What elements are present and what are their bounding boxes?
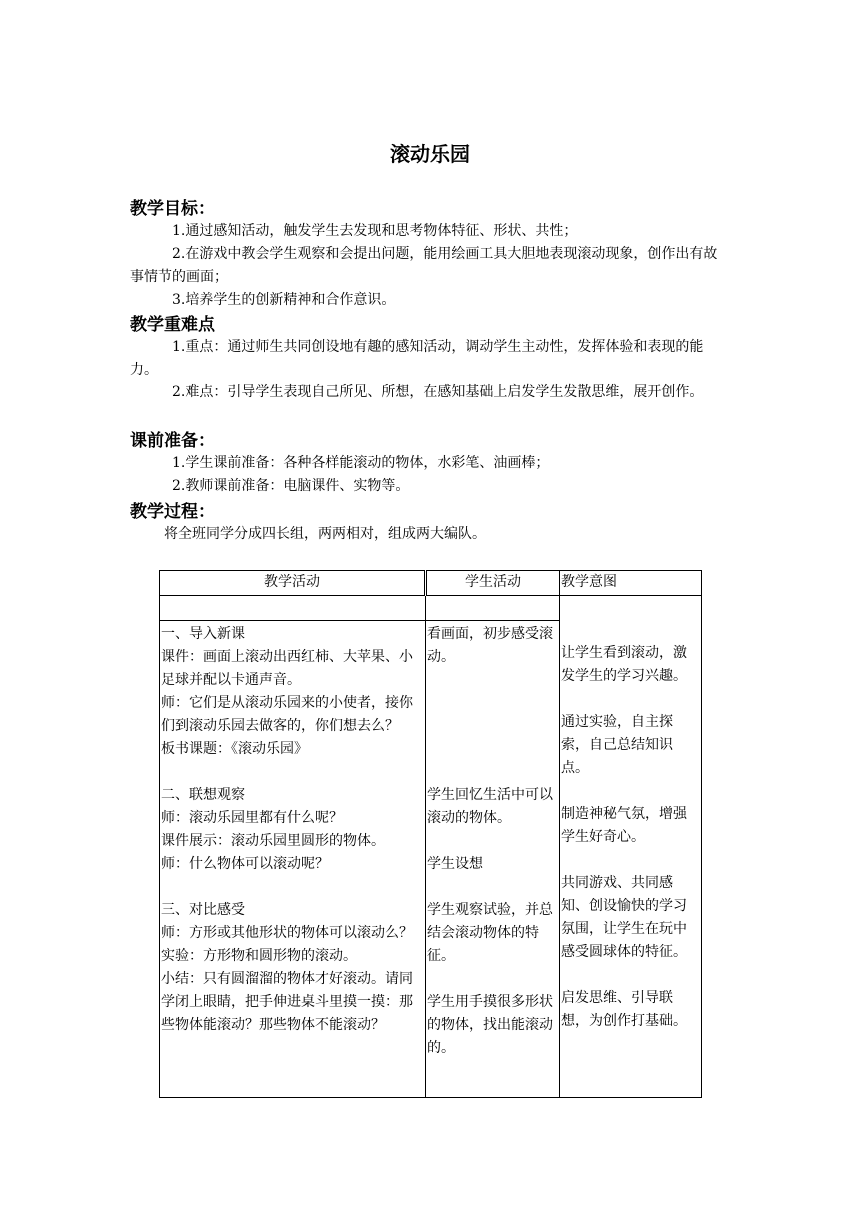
blank-cell (426, 596, 560, 621)
s3-line: 小结：只有圆溜溜的物体才好滚动。请同学闭上眼睛，把手伸进桌斗里摸一摸：那些物体能滚动？那些物体不能滚动？ (161, 971, 413, 1033)
s1-line: 板书课题：《滚动乐园》 (161, 741, 308, 757)
blank-row (160, 596, 702, 621)
intent-1: 让学生看到滚动，激发学生的学习兴趣。 (561, 645, 687, 684)
page-title: 滚动乐园 (390, 142, 470, 166)
preparation-item-1: 1.学生课前准备：各种各样能滚动的物体，水彩笔、油画棒； (172, 455, 550, 471)
student-4: 学生观察试验，并总结会滚动物体的特征。 (427, 902, 553, 964)
process-heading: 教学过程： (130, 502, 215, 522)
header-teaching-intent: 教学意图 (560, 571, 702, 596)
student-3: 学生设想 (427, 856, 483, 872)
student-5: 学生用手摸很多形状的物体，找出能滚动的。 (427, 994, 553, 1056)
activity-table (159, 570, 702, 1098)
s3-line: 师：方形或其他形状的物体可以滚动么？ (161, 925, 413, 941)
preparation-heading: 课前准备： (130, 431, 215, 451)
s2-line: 课件展示：滚动乐园里圆形的物体。 (161, 833, 385, 849)
key-points-heading: 教学重难点 (130, 315, 215, 335)
goal-item-3: 3.培养学生的创新精神和合作意识。 (172, 292, 396, 308)
intent-2: 通过实验，自主探索，自己总结知识点。 (561, 714, 673, 776)
goal-item-2: 2.在游戏中教会学生观察和会提出问题，能用绘画工具大胆地表现滚动现象，创作出有故事情节的画面； (130, 246, 718, 285)
intent-4: 共同游戏、共同感知、创设愉快的学习氛围，让学生在玩中感受圆球体的特征。 (561, 875, 687, 960)
teacher-activity-cell (160, 621, 426, 1098)
s1-line: 课件：画面上滚动出西红柿、大苹果、小足球并配以卡通声音。 (161, 649, 413, 688)
intent-cell (560, 596, 702, 1098)
process-intro: 将全班同学分成四长组，两两相对，组成两大编队。 (164, 526, 486, 542)
intent-3: 制造神秘气氛，增强学生好奇心。 (561, 806, 687, 845)
goal-item-1: 1.通过感知活动，触发学生去发现和思考物体特征、形状、共性； (172, 223, 578, 239)
s1-line: 师：它们是从滚动乐园来的小使者，接你们到滚动乐园去做客的，你们想去么？ (161, 695, 413, 734)
student-1: 看画面，初步感受滚动。 (427, 626, 553, 665)
goals-heading: 教学目标： (130, 199, 215, 219)
s2-title: 二、联想观察 (161, 787, 245, 803)
student-2: 学生回忆生活中可以滚动的物体。 (427, 787, 553, 826)
intent-5: 启发思维、引导联想，为创作打基础。 (561, 990, 687, 1029)
s2-line: 师：什么物体可以滚动呢？ (161, 856, 329, 872)
key-point-2: 2.难点：引导学生表现自己所见、所想，在感知基础上启发学生发散思维，展开创作。 (172, 384, 704, 400)
s3-title: 三、对比感受 (161, 902, 245, 918)
s3-line: 实验：方形物和圆形物的滚动。 (161, 948, 357, 964)
key-point-1: 1.重点：通过师生共同创设地有趣的感知活动，调动学生主动性，发挥体验和表现的能力。 (130, 339, 704, 378)
blank-cell (160, 596, 426, 621)
s2-line: 师：滚动乐园里都有什么呢？ (161, 810, 343, 826)
header-teacher-activity: 教学活动 (160, 571, 426, 596)
student-activity-cell (426, 621, 560, 1098)
s1-title: 一、导入新课 (161, 626, 245, 642)
table-header-row (160, 571, 702, 596)
preparation-item-2: 2.教师课前准备：电脑课件、实物等。 (172, 478, 410, 494)
header-student-activity: 学生活动 (426, 571, 560, 596)
